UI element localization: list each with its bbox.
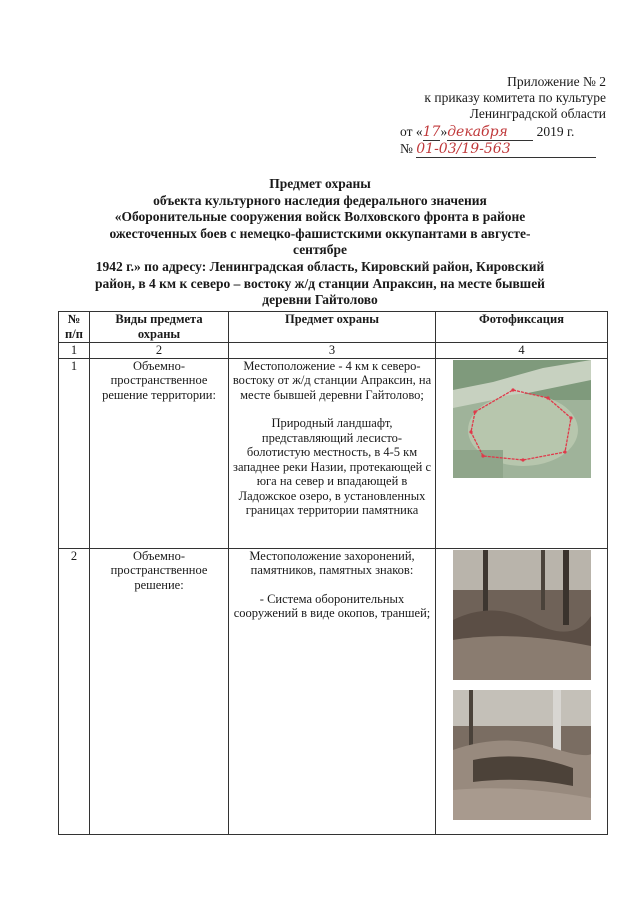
- appendix-block: [346, 74, 606, 122]
- col-number: 2: [90, 343, 229, 359]
- col-number: 4: [436, 343, 608, 359]
- subject-paragraph-2: Природный ландшафт, представляющий лесисто-болотистую местность, в 4-5 км западнее реки Назии, протекающей с юга на север и впадающей в Ладожское озеро, в установленных границах территории памятника: [233, 416, 431, 517]
- row-subject: [229, 548, 436, 834]
- header-subject: Предмет охраны: [229, 312, 436, 343]
- header-num: № п/п: [59, 312, 90, 343]
- num-prefix: №: [400, 141, 413, 156]
- date-month: декабря: [447, 124, 533, 141]
- subject-paragraph-1: Местоположение - 4 км к северо-востоку от ж/д станции Апраксин, на месте бывшей деревни Гайтолово;: [232, 358, 432, 402]
- num-value: 01-03/19-563: [416, 141, 596, 158]
- order-date: [400, 124, 574, 141]
- trench-photo-2: [453, 690, 591, 820]
- document-title: [90, 176, 550, 309]
- title-line6: район, в 4 км к северо – востоку ж/д станции Апраксин, на месте бывшей: [95, 275, 545, 291]
- column-number-row: [59, 343, 608, 359]
- title-line3: «Оборонительные сооружения войск Волховского фронта в районе: [114, 209, 526, 225]
- date-day: 17: [422, 124, 441, 140]
- protection-table: [58, 311, 608, 835]
- title-line4: ожесточенных боев с немецко-фашистскими оккупантами в августе-сентябре: [109, 225, 531, 258]
- appendix-line3: Ленинградской области: [469, 106, 606, 121]
- row-num: 2: [59, 548, 90, 834]
- order-number: [400, 141, 596, 158]
- date-mid: »: [440, 124, 448, 139]
- subject-paragraph-2: - Система оборонительных сооружений в виде окопов, траншей;: [233, 591, 431, 620]
- row-photo: [436, 358, 608, 548]
- subject-paragraph-1: Местоположение захоронений, памятников, памятных знаков:: [249, 548, 415, 577]
- appendix-line2: к приказу комитета по культуре: [424, 90, 606, 105]
- table-row: [59, 548, 608, 834]
- title-line5: 1942 г.» по адресу: Ленинградская область, Кировский район, Кировский: [95, 258, 545, 274]
- date-prefix: от «: [400, 124, 423, 139]
- header-type: Виды предмета охраны: [90, 312, 229, 343]
- table-header-row: [59, 312, 608, 343]
- table-row: [59, 358, 608, 548]
- trench-photo-1: [453, 550, 591, 680]
- col-number: 1: [59, 343, 90, 359]
- title-line2: объекта культурного наследия федерального значения: [153, 192, 487, 208]
- paragraph-gap: [232, 578, 432, 592]
- appendix-line1: Приложение № 2: [507, 74, 606, 89]
- row-type: Объемно-пространственное решение:: [90, 548, 229, 834]
- row-num: 1: [59, 358, 90, 548]
- col-number: 3: [229, 343, 436, 359]
- row-type: Объемно-пространственное решение территории:: [90, 358, 229, 548]
- header-photo: Фотофиксация: [436, 312, 608, 343]
- title-line7: деревни Гайтолово: [262, 292, 378, 308]
- aerial-map-photo: [453, 360, 591, 478]
- paragraph-gap: [232, 402, 432, 416]
- row-photo: [436, 548, 608, 834]
- row-subject: [229, 358, 436, 548]
- title-line1: Предмет охраны: [269, 176, 371, 191]
- date-year: 2019 г.: [536, 124, 575, 139]
